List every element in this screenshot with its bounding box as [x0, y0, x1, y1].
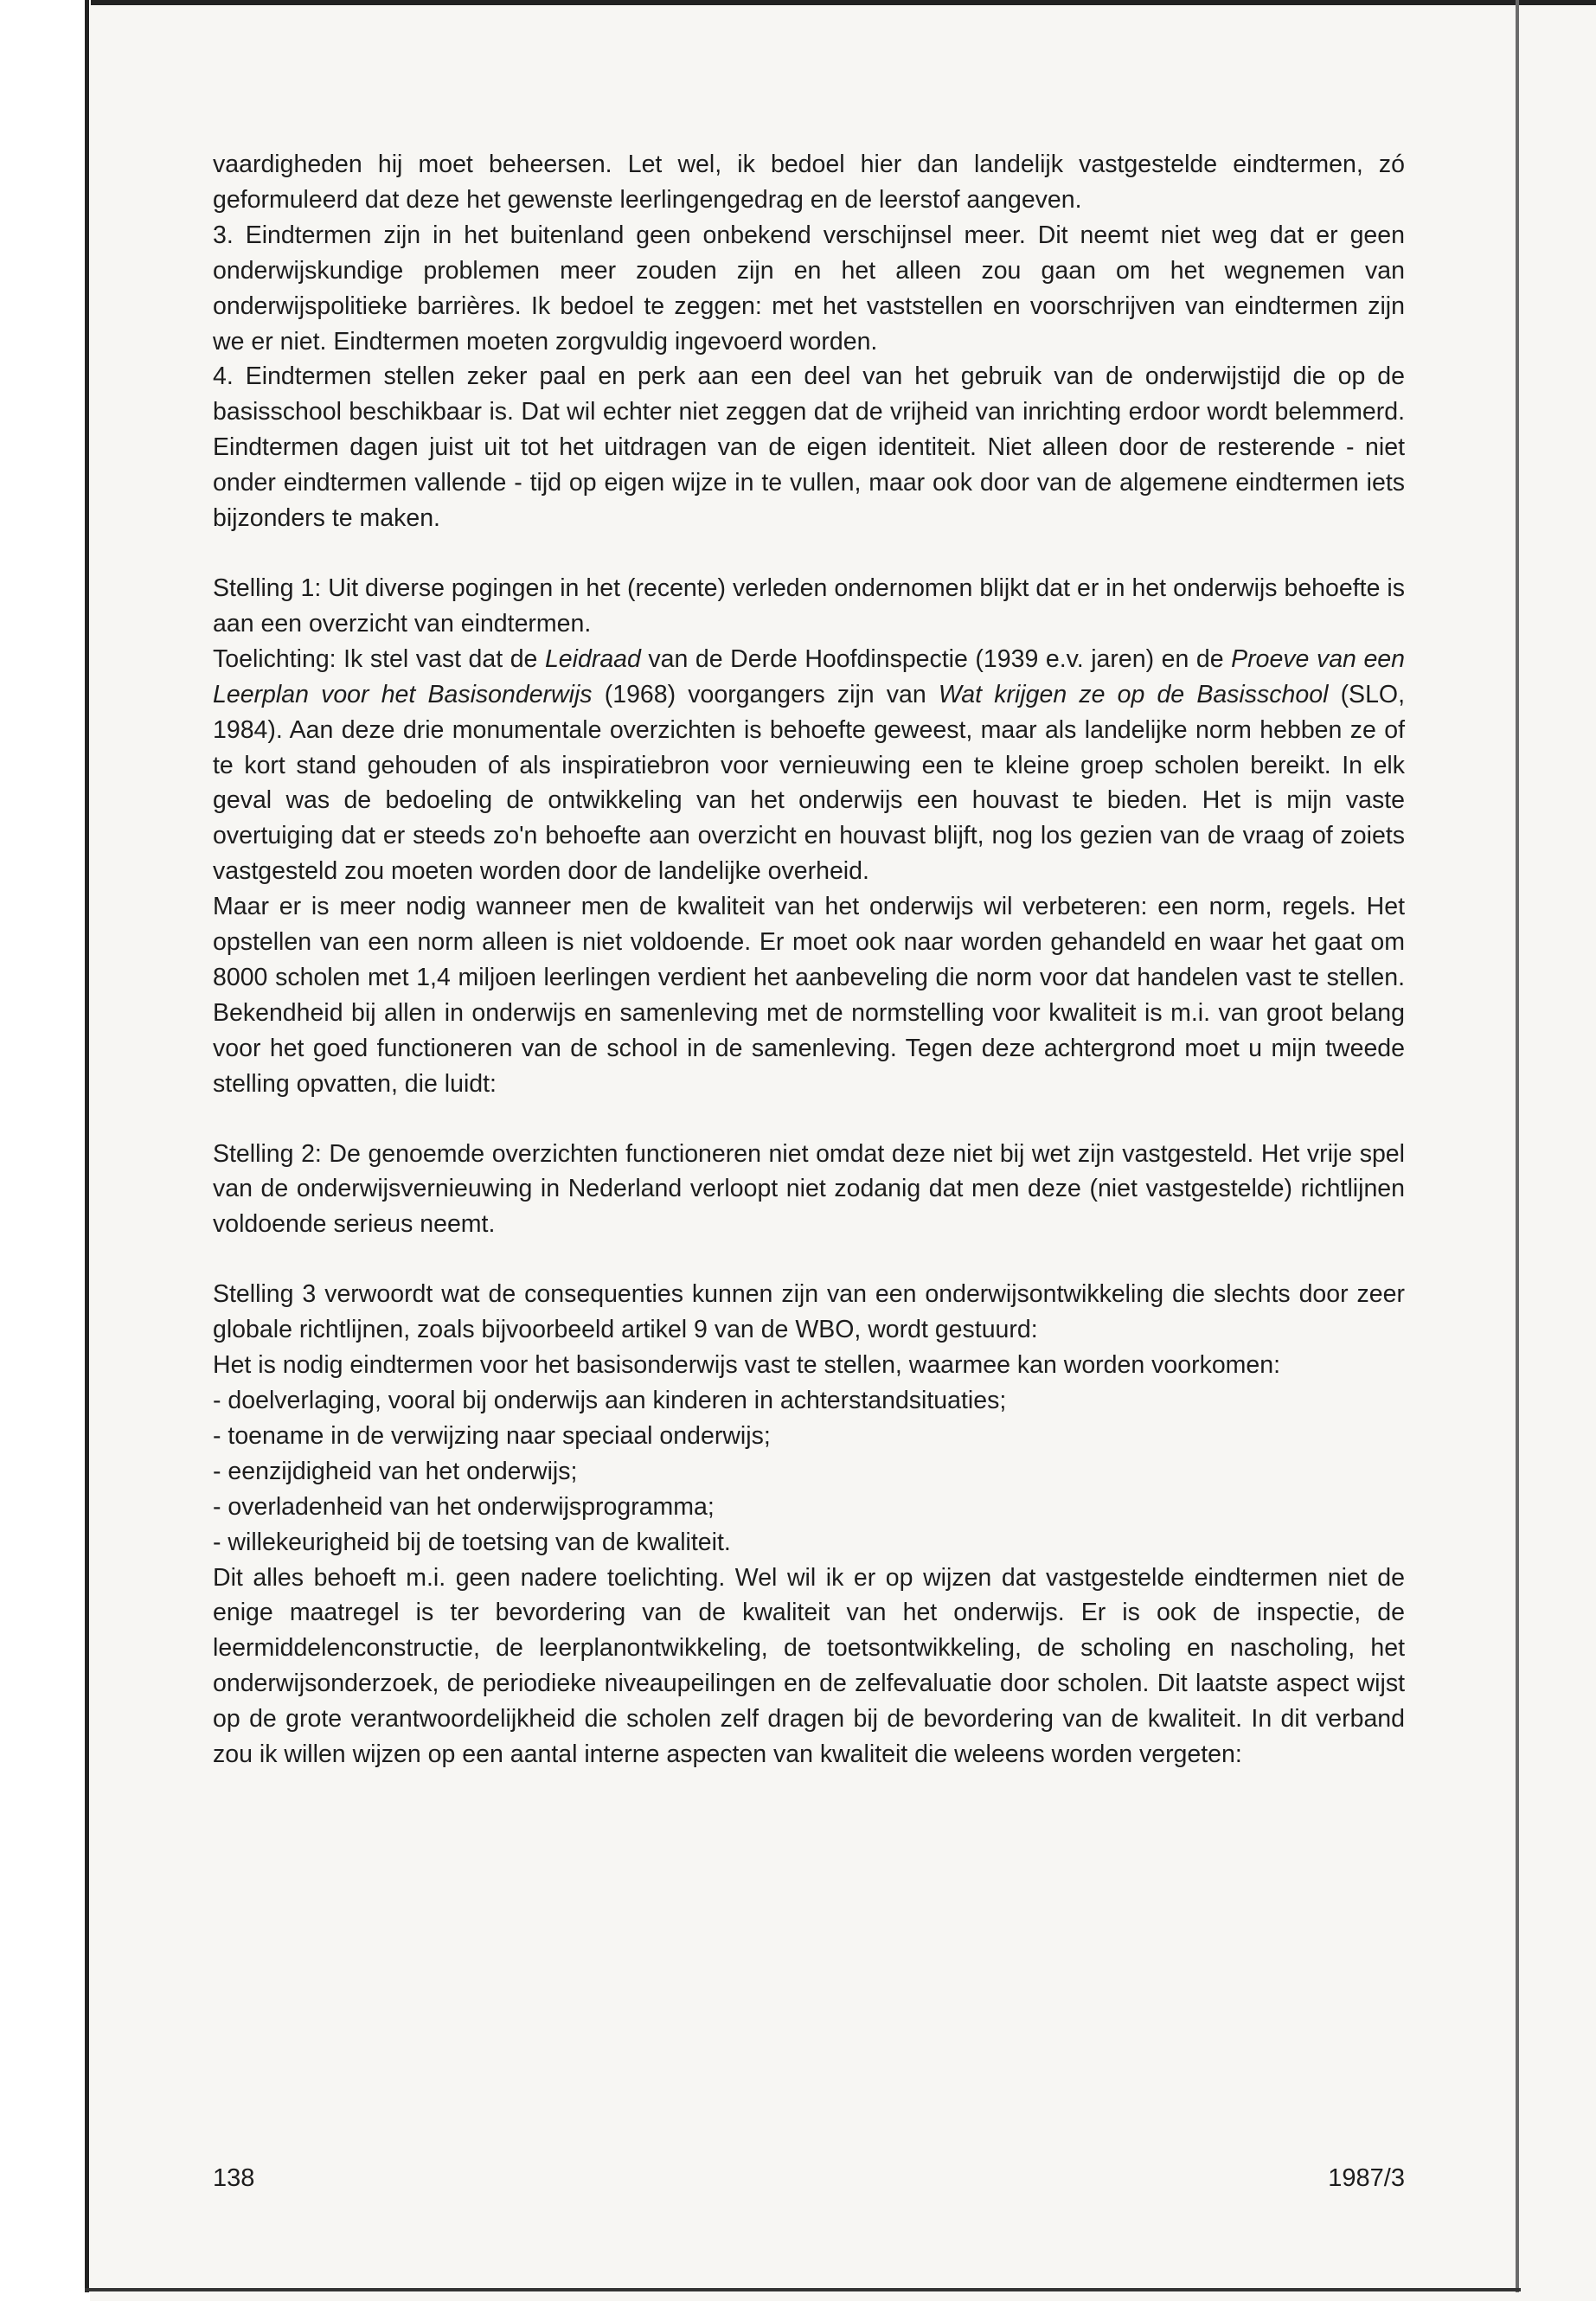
- stelling-3-intro: Stelling 3 verwoordt wat de consequenties kunnen zijn van een onderwijsontwikkeling die slechts door zeer globale richtlijnen, zoals bijvoorbeeld artikel 9 van de WBO, wordt gestuurd:: [213, 1280, 1405, 1344]
- paragraph-continuation: vaardigheden hij moet beheersen. Let wel, ik bedoel hier dan landelijk vastgestelde eindtermen, zó geformuleerd dat deze het gewenste leerlingengedrag en de leerstof aangeven.: [213, 151, 1405, 214]
- toelichting-text-4: (SLO, 1984). Aan deze drie monumentale overzichten is behoefte geweest, maar als landelijke norm hebben ze of te kort stand gehouden of als inspiratiebron voor vernieuwing een te kleine groep scholen bereikt. In elk geval was de bedoeling de ontwikkeling van het onderwijs een houvast te bieden. Het is mijn vaste overtuiging dat er steeds zo'n behoefte aan overzicht en houvast blijft, nog los gezien van de vraag of zoiets vastgesteld zou moeten worden door de landelijke overheid.: [213, 680, 1406, 886]
- stelling-3-list: [213, 1383, 1405, 1561]
- norm-paragraph: Maar er is meer nodig wanneer men de kwaliteit van het onderwijs wil verbeteren: een norm, regels. Het opstellen van een norm alleen is niet voldoende. Er moet ook naar worden gehandeld en waar het gaat om 8000 scholen met 1,4 miljoen leerlingen verdient het aanbeveling die norm voor dat handelen vast te stellen. Bekendheid bij allen in onderwijs en samenleving met de normstelling voor kwaliteit is m.i. van groot belang voor het goed functioneren van de school in de samenleving. Tegen deze achtergrond moet u mijn tweede stelling opvatten, die luidt:: [213, 893, 1405, 1098]
- scan-border-right: [1516, 0, 1519, 2292]
- toelichting-text-3: (1968) voorgangers zijn van: [592, 680, 939, 708]
- stelling-2: Stelling 2: De genoemde overzichten functioneren niet omdat deze niet bij wet zijn vastgesteld. Het vrije spel van de onderwijsvernieuwing in Nederland verloopt niet zodanig dat men deze (niet vastgestelde) richtlijnen voldoende serieus neemt.: [213, 1139, 1405, 1239]
- title-proeve: Proeve van een Leerplan voor het Basisonderwijs: [213, 644, 1405, 708]
- list-item: - willekeurigheid bij de toetsing van de kwaliteit.: [213, 1528, 731, 1556]
- closing-paragraph: Dit alles behoeft m.i. geen nadere toelichting. Wel wil ik er op wijzen dat vastgestelde eindtermen niet de enige maatregel is ter bevordering van de kwaliteit van het onderwijs. Er is ook de inspectie, de leermiddelenconstructie, de leerplanontwikkeling, de toetsontwikkeling, de scholing en nascholing, het onderwijsonderzoek, de periodieke niveaupeilingen en de zelfevaluatie door scholen. Dit laatste aspect wijst op de grote verantwoordelijkheid die scholen zelf dragen bij de bevordering van de kwaliteit. In dit verband zou ik willen wijzen op een aantal interne aspecten van kwaliteit die weleens worden vergeten:: [213, 1563, 1405, 1769]
- scan-margin: [0, 0, 90, 2301]
- title-wat-krijgen-ze: Wat krijgen ze op de Basisschool: [938, 680, 1329, 708]
- scan-border-left: [85, 0, 89, 2292]
- body-text: [213, 147, 1405, 1772]
- list-item: - eenzijdigheid van het onderwijs;: [213, 1457, 578, 1485]
- stelling-1: Stelling 1: Uit diverse pogingen in het (recente) verleden ondernomen blijkt dat er in het onderwijs behoefte is aan een overzicht van eindtermen.: [213, 574, 1405, 638]
- scan-border-bottom: [85, 2288, 1521, 2291]
- paragraph-gap: [213, 1242, 1405, 1277]
- paragraph-point-4: 4. Eindtermen stellen zeker paal en perk aan een deel van het gebruik van de onderwijstijd die op de basisschool beschikbaar is. Dat wil echter niet zeggen dat de vrijheid van inrichting erdoor wordt belemmerd. Eindtermen dagen juist uit tot het uitdragen van de eigen identiteit. Niet alleen door de resterende - niet onder eindtermen vallende - tijd op eigen wijze in te vullen, maar ook door van de algemene eindtermen iets bijzonders te maken.: [213, 362, 1405, 533]
- paragraph-gap: [213, 1102, 1405, 1137]
- stelling-3-lead: Het is nodig eindtermen voor het basisonderwijs vast te stellen, waarmee kan worden voorkomen:: [213, 1351, 1281, 1380]
- list-item: - overladenheid van het onderwijsprogramma;: [213, 1492, 715, 1521]
- toelichting-text-1: Toelichting: Ik stel vast dat de: [213, 644, 545, 673]
- paragraph-gap: [213, 536, 1405, 571]
- toelichting-paragraph: [213, 642, 1405, 889]
- list-item: - doelverlaging, vooral bij onderwijs aan kinderen in achterstandsituaties;: [213, 1387, 1007, 1414]
- list-item: - toename in de verwijzing naar speciaal onderwijs;: [213, 1421, 771, 1450]
- scan-border-top: [91, 0, 1596, 5]
- title-leidraad: Leidraad: [544, 644, 641, 673]
- toelichting-text-2: van de Derde Hoofdinspectie (1939 e.v. jaren) en de: [640, 644, 1232, 673]
- issue-number: 1987/3: [1328, 2164, 1405, 2192]
- paragraph-point-3: 3. Eindtermen zijn in het buitenland geen onbekend verschijnsel meer. Dit neemt niet weg dat er geen onderwijskundige problemen meer zouden zijn en het alleen zou gaan om het wegnemen van onderwijspolitieke barrières. Ik bedoel te zeggen: met het vaststellen en voorschrijven van eindtermen zijn we er niet. Eindtermen moeten zorgvuldig ingevoerd worden.: [213, 221, 1405, 356]
- page-number: 138: [213, 2164, 255, 2192]
